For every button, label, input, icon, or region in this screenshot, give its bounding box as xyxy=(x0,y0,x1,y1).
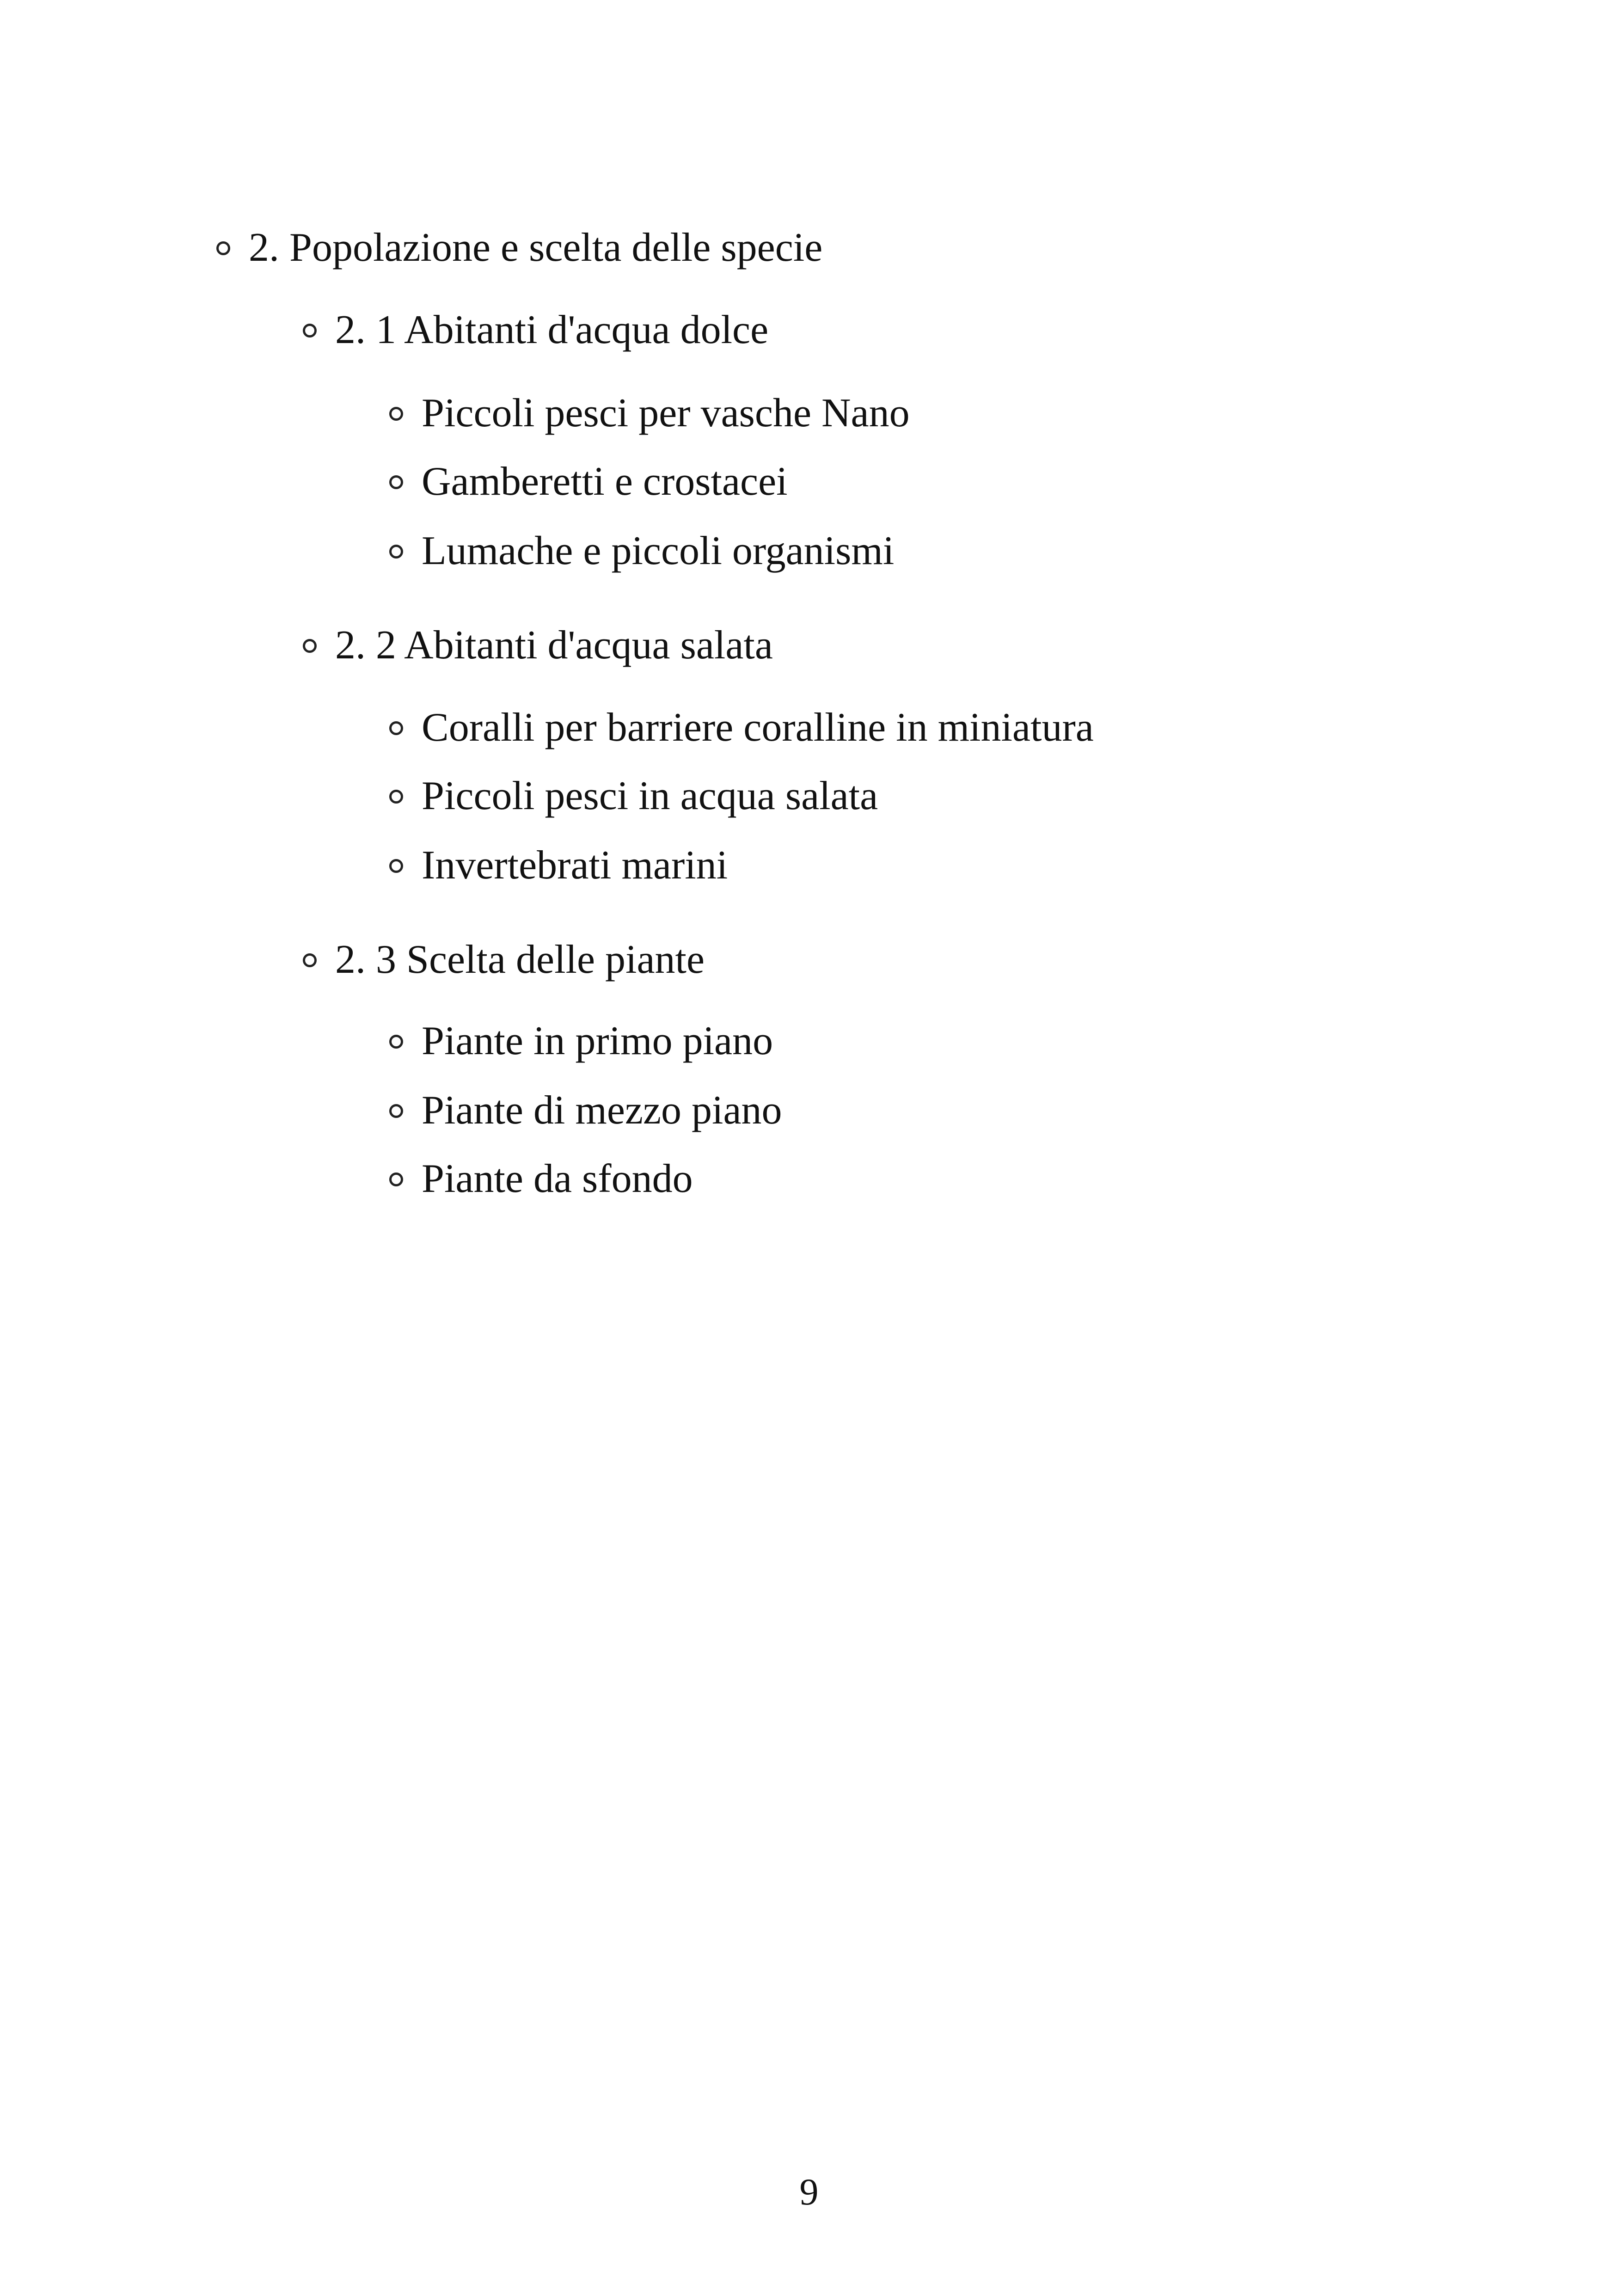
hollow-bullet-icon xyxy=(389,1173,403,1186)
page-number: 9 xyxy=(799,2171,819,2213)
hollow-bullet-icon xyxy=(389,790,403,804)
hollow-bullet-icon xyxy=(389,721,403,735)
list-item xyxy=(389,461,788,502)
subsection-heading: 2. 3 Scelta delle piante xyxy=(335,937,705,982)
list-item xyxy=(389,1021,773,1062)
hollow-bullet-icon xyxy=(389,475,403,489)
list-item-text: Gamberetti e crostacei xyxy=(422,459,788,504)
list-item-text: Piante di mezzo piano xyxy=(422,1088,782,1133)
list-item-text: Piante in primo piano xyxy=(422,1019,773,1063)
hollow-bullet-icon xyxy=(303,953,317,967)
list-item xyxy=(389,707,1094,748)
outline-item-section xyxy=(216,227,822,268)
list-item-text: Piante da sfondo xyxy=(422,1156,693,1201)
list-item xyxy=(389,528,895,573)
list-item xyxy=(389,1156,693,1201)
hollow-bullet-icon xyxy=(216,241,230,255)
list-item-text: Piccoli pesci in acqua salata xyxy=(422,774,878,818)
list-item xyxy=(389,845,728,886)
list-item-text: Piccoli pesci per vasche Nano xyxy=(422,391,910,436)
hollow-bullet-icon xyxy=(389,545,403,559)
list-item xyxy=(389,1090,782,1131)
list-item xyxy=(389,776,878,816)
outline-item-subsection xyxy=(303,939,705,980)
hollow-bullet-icon xyxy=(303,324,317,338)
hollow-bullet-icon xyxy=(389,407,403,421)
list-item-text: Coralli per barriere coralline in miniatura xyxy=(422,705,1094,750)
hollow-bullet-icon xyxy=(389,859,403,873)
hollow-bullet-icon xyxy=(389,1035,403,1049)
subsection-heading: 2. 1 Abitanti d'acqua dolce xyxy=(335,307,769,352)
subsection-heading: 2. 2 Abitanti d'acqua salata xyxy=(335,623,773,668)
list-item-text: Invertebrati marini xyxy=(422,843,728,888)
section-heading: 2. Popolazione e scelta delle specie xyxy=(249,225,823,270)
list-item xyxy=(389,393,910,434)
hollow-bullet-icon xyxy=(389,1104,403,1118)
outline-item-subsection xyxy=(303,625,773,666)
hollow-bullet-icon xyxy=(303,639,317,653)
outline-item-subsection xyxy=(303,307,769,352)
list-item-text: Lumache e piccoli organismi xyxy=(422,528,895,573)
